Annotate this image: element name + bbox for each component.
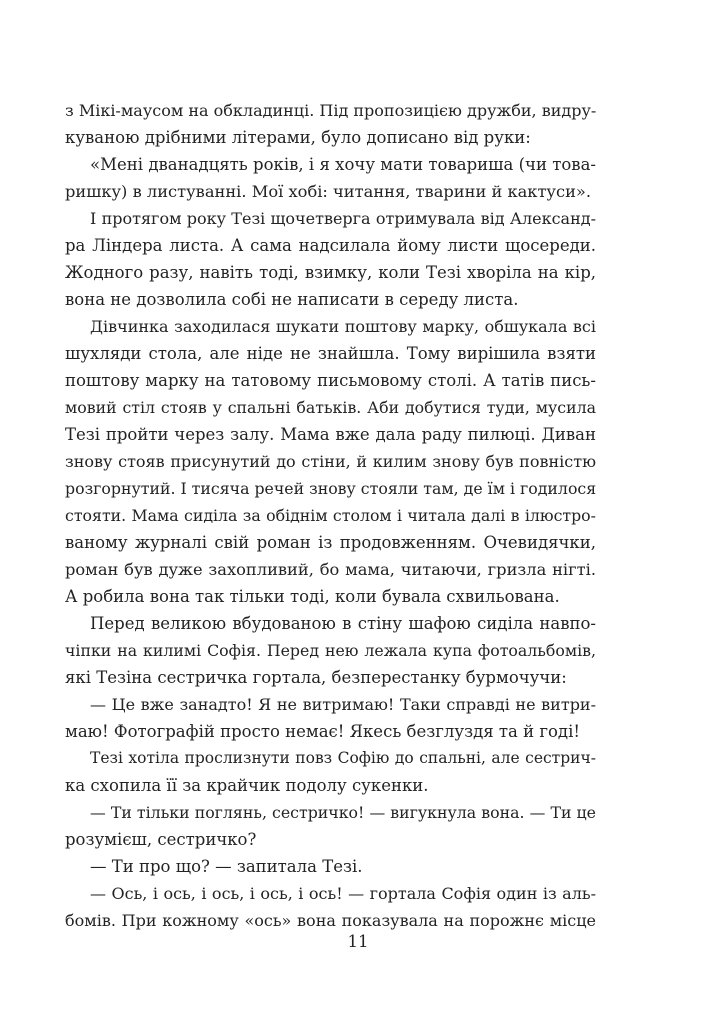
text-line: вона не дозволила собі не написати в середу листа. bbox=[65, 290, 519, 309]
text-line: розумієш, сестричко? bbox=[65, 830, 257, 849]
text-line: — Це вже занадто! Я не витримаю! Таки справді не витри- bbox=[90, 695, 596, 714]
text-line: Жодного разу, навіть тоді, взимку, коли Тезі хворіла на кір, bbox=[65, 263, 596, 282]
text-line: бомів. При кожному «ось» вона показувала на порожнє місце bbox=[65, 911, 596, 930]
text-line: — Ти тільки поглянь, сестричко! — вигукнула вона. — Ти це bbox=[90, 803, 596, 822]
body-text bbox=[65, 97, 596, 934]
text-line: поштову марку на татовому письмовому столі. А татів пись- bbox=[65, 371, 596, 390]
text-line: — Ти про що? — запитала Тезі. bbox=[90, 857, 363, 876]
text-line: з Мікі-маусом на обкладинці. Під пропозицією дружби, видру- bbox=[65, 101, 596, 120]
text-line: шухляди стола, але ніде не знайшла. Тому вирішила взяти bbox=[65, 344, 596, 363]
text-line: ваному журналі свій роман із продовженням. Очевидячки, bbox=[65, 533, 596, 552]
text-line: чіпки на килимі Софія. Перед нею лежала купа фотоальбомів, bbox=[65, 641, 596, 660]
text-line: розгорнутий. І тисяча речей знову стояли там, де їм і годилося bbox=[65, 479, 596, 498]
text-line: Перед великою вбудованою в стіну шафою сиділа навпо- bbox=[90, 614, 596, 633]
text-line: ка схопила її за крайчик подолу сукенки. bbox=[65, 776, 429, 795]
page-number: 11 bbox=[347, 932, 369, 951]
text-line: Дівчинка заходилася шукати поштову марку, обшукала всі bbox=[90, 317, 596, 336]
text-line: ра Ліндера листа. А сама надсилала йому листи щосереди. bbox=[65, 236, 596, 255]
text-line: які Тезіна сестричка гортала, безперестанку бурмочучи: bbox=[65, 668, 567, 687]
text-line: знову стояв присунутий до стіни, й килим знову був повністю bbox=[65, 452, 596, 471]
text-line: Тезі пройти через залу. Мама вже дала раду пилюці. Диван bbox=[65, 425, 596, 444]
text-line: — Ось, і ось, і ось, і ось, і ось! — гортала Софія один із аль- bbox=[90, 884, 596, 903]
text-line: стояти. Мама сиділа за обіднім столом і читала далі в ілюстро- bbox=[65, 506, 596, 525]
text-line: роман був дуже захопливий, бо мама, читаючи, гризла нігті. bbox=[65, 560, 596, 579]
text-line: І протягом року Тезі щочетверга отримувала від Александ- bbox=[90, 209, 596, 228]
text-line: куваною дрібними літерами, було дописано від руки: bbox=[65, 128, 531, 147]
text-line: ришку) в листуванні. Мої хобі: читання, тварини й кактуси». bbox=[65, 182, 592, 201]
text-line: «Мені дванадцять років, і я хочу мати товариша (чи това- bbox=[90, 155, 596, 174]
text-line: Тезі хотіла прослизнути повз Софію до спальні, але сестрич- bbox=[90, 749, 596, 767]
text-line: маю! Фотографій просто немає! Якесь безглуздя та й годі! bbox=[65, 722, 580, 741]
text-line: А робила вона так тільки тоді, коли бувала схвильована. bbox=[65, 587, 560, 606]
text-line: мовий стіл стояв у спальні батьків. Аби добутися туди, мусила bbox=[65, 398, 596, 417]
